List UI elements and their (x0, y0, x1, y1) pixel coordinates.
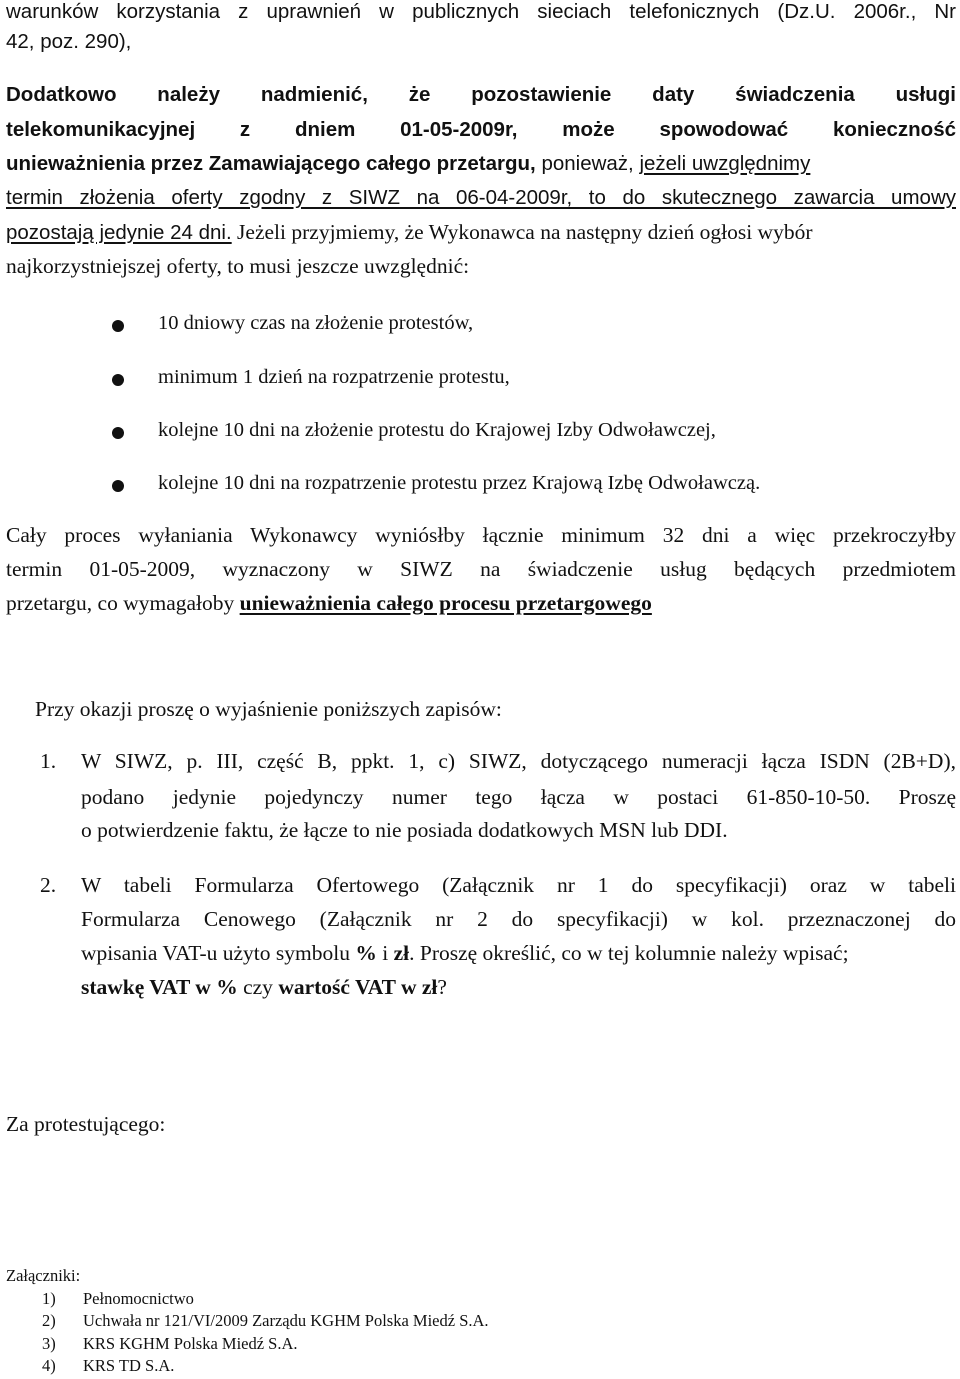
bullet-text: minimum 1 dzień na rozpatrzenie protestu, (158, 366, 510, 388)
text-run: czy (237, 975, 279, 999)
option-vat-amount: wartość VAT w zł (278, 975, 438, 999)
text-run: wpisania VAT-u użyto symbolu (81, 941, 356, 965)
request-item-line-4 (81, 975, 447, 1000)
para1-line-4: termin złożenia oferty zgodny z SIWZ na 06-04-2009r, to do skutecznego zawarcia umowy (6, 186, 956, 209)
option-vat-rate: stawkę VAT w % (81, 975, 238, 999)
attachment-number: 1) (42, 1289, 56, 1308)
currency-symbol: zł (393, 941, 410, 965)
request-item-line: Formularza Cenowego (Załącznik nr 2 do specyfikacji) w kol. przeznaczonej do (81, 907, 956, 931)
attachment-number: 3) (42, 1334, 56, 1353)
bullet-dot-icon (112, 320, 124, 332)
request-item-line: podano jedynie pojedynczy numer tego łącza w postaci 61-850-10-50. Proszę (81, 785, 956, 809)
attachment-text: Pełnomocnictwo (83, 1289, 194, 1308)
request-item-number: 1. (40, 749, 57, 773)
bullet-text: kolejne 10 dni na rozpatrzenie protestu przez Krajową Izbę Odwoławczą. (158, 472, 761, 494)
para1-line-3-underlined: jeżeli uwzględnimy (639, 152, 811, 175)
opening-line-1: warunków korzystania z uprawnień w publicznych sieciach telefonicznych (Dz.U. 2006r., Nr (6, 0, 956, 23)
attachment-text: KRS KGHM Polska Miedź S.A. (83, 1334, 298, 1353)
para1-line-1: Dodatkowo należy nadmienić, że pozostawienie daty świadczenia usługi (6, 83, 956, 106)
text-run: . Proszę określić, co w tej kolumnie należy wpisać; (409, 941, 849, 965)
percent-symbol: % (355, 941, 377, 965)
bullet-dot-icon (112, 480, 124, 492)
para1-line-3 (6, 152, 810, 176)
attachment-text: Uchwała nr 121/VI/2009 Zarządu KGHM Polska Miedź S.A. (83, 1311, 489, 1330)
bullet-dot-icon (112, 427, 124, 439)
text-run: i (376, 941, 394, 965)
para1-line-6: najkorzystniejszej oferty, to musi jeszcze uwzględnić: (6, 254, 470, 278)
signature-label: Za protestującego: (6, 1112, 166, 1136)
para2-line-3 (6, 591, 652, 616)
attachment-number: 2) (42, 1311, 56, 1330)
bullet-text: kolejne 10 dni na złożenie protestu do Krajowej Izby Odwoławczej, (158, 419, 716, 441)
bullet-text: 10 dniowy czas na złożenie protestów, (158, 312, 474, 334)
attachments-heading: Załączniki: (6, 1266, 81, 1285)
attachment-number: 4) (42, 1356, 56, 1375)
para1-line-2: telekomunikacyjnej z dniem 01-05-2009r, może spowodować konieczność (6, 118, 956, 141)
request-item-line: W SIWZ, p. III, część B, ppkt. 1, c) SIWZ, dotyczącego numeracji łącza ISDN (2B+D), (81, 749, 956, 773)
para1-line-5-underlined: pozostają jedynie 24 dni. (6, 221, 232, 244)
request-item-line: W tabeli Formularza Ofertowego (Załącznik nr 1 do specyfikacji) oraz w tabeli (81, 873, 956, 897)
para2-line-2: termin 01-05-2009, wyznaczony w SIWZ na świadczenie usług będących przedmiotem (6, 557, 956, 581)
para2-line-3-emphasis: unieważnienia całego procesu przetargowego (239, 591, 652, 615)
para1-line-3-bold: unieważnienia przez Zamawiającego całego przetargu, (6, 152, 536, 175)
attachment-text: KRS TD S.A. (83, 1356, 175, 1375)
request-item-line-3 (81, 941, 849, 966)
opening-line-2: 42, poz. 290), (6, 30, 132, 53)
request-item-number: 2. (40, 873, 57, 897)
request-intro: Przy okazji proszę o wyjaśnienie poniższych zapisów: (35, 697, 502, 721)
para2-line-3-rest: przetargu, co wymagałoby (6, 591, 240, 615)
text-run: ? (437, 975, 447, 999)
para1-line-5-rest: Jeżeli przyjmiemy, że Wykonawca na następny dzień ogłosi wybór (231, 220, 813, 244)
para1-line-3-rest: ponieważ, (535, 152, 640, 175)
bullet-dot-icon (112, 374, 124, 386)
request-item-line: o potwierdzenie faktu, że łącze to nie posiada dodatkowych MSN lub DDI. (81, 818, 728, 842)
para2-line-1: Cały proces wyłaniania Wykonawcy wyniósłby łącznie minimum 32 dni a więc przekroczyłby (6, 523, 956, 547)
para1-line-5 (6, 220, 813, 245)
